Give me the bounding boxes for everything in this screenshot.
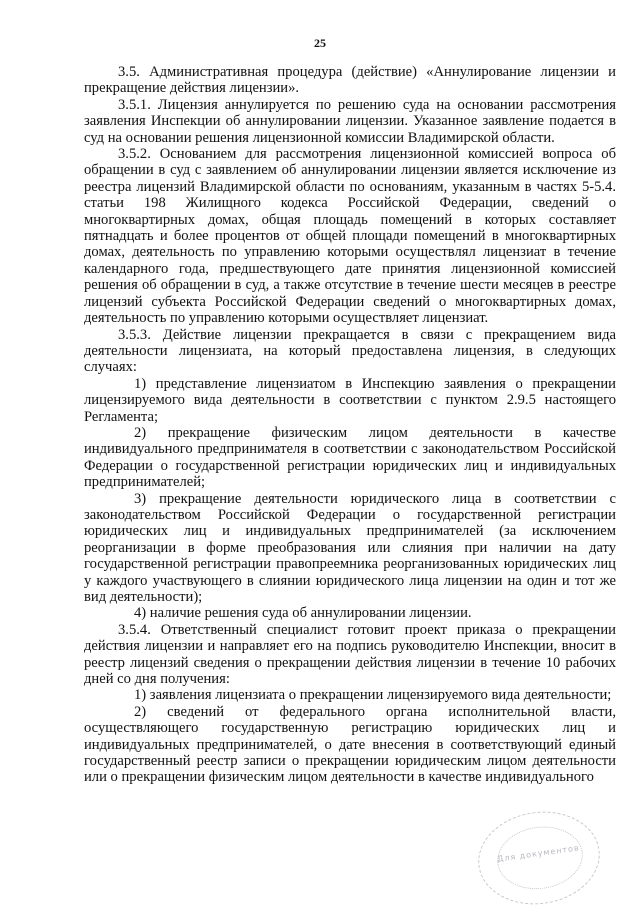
paragraph-3-5-2: 3.5.2. Основанием для рассмотрения лицензионной комиссией вопроса об обращении в суд с заявлением об аннулировании лицензии является исключение из реестра лицензий Владимирской области по основаниям, указанным в частях 5-5.4. статьи 198 Жилищного кодекса Российской Федерации, сведений о многоквартирных домах, общая площадь помещений в которых составляет пятнадцать и более процентов от общей площади помещений в многоквартирных домах, деятельность по управлению которыми осуществлял лицензиат в течение календарного года, предшествующего дате принятия лицензионной комиссией решения об обращении в суд, а также отсутствие в течение шести месяцев в реестре лицензий субъекта Российской Федерации сведений о многоквартирных домах, деятельность по управлению которыми осуществляет лицензиат.	[84, 146, 616, 327]
page-number: 25	[314, 36, 326, 50]
list-item-1: 1) представление лицензиатом в Инспекцию заявления о прекращении лицензируемого вида деятельности в соответствии с пунктом 2.9.5 настоящего Регламента;	[84, 375, 616, 425]
paragraph-3-5-1: 3.5.1. Лицензия аннулируется по решению суда на основании рассмотрения заявления Инспекции об аннулировании лицензии. Указанное заявление подается в суд на основании решения лицензионной комиссии Владимирской области.	[84, 96, 616, 146]
paragraph-3-5-3: 3.5.3. Действие лицензии прекращается в связи с прекращением вида деятельности лицензиата, на который предоставлена лицензия, в следующих случаях:	[84, 326, 616, 376]
paragraph-3-5: 3.5. Административная процедура (действие) «Аннулирование лицензии и прекращение действия лицензии».	[84, 64, 616, 97]
paragraph-3-5-4: 3.5.4. Ответственный специалист готовит проект приказа о прекращении действия лицензии и направляет его на подпись руководителю Инспекции, вносит в реестр лицензий сведения о прекращении действия лицензии в течение 10 рабочих дней со дня получения:	[84, 621, 616, 688]
stamp-text: Для документов	[496, 843, 581, 864]
document-body	[84, 64, 616, 786]
list-item-4: 4) наличие решения суда об аннулировании лицензии.	[134, 605, 472, 622]
list-item-2b: 2) сведений от федерального органа исполнительной власти, осуществляющего государственную регистрацию юридических лиц и индивидуальных предпринимателей, о дате внесения в соответствующий единый государственный реестр записи о прекращении юридическим лицом деятельности или о прекращении физическим лицом деятельности в качестве индивидуального	[84, 703, 616, 786]
stamp-seal	[472, 804, 606, 912]
list-item-2: 2) прекращение физическим лицом деятельности в качестве индивидуального предпринимателя в соответствии с законодательством Российской Федерации о государственной регистрации юридических лиц и индивидуальных предпринимателей;	[84, 424, 616, 491]
list-item-3: 3) прекращение деятельности юридического лица в соответствии с законодательством Российской Федерации о государственной регистрации юридических лиц и индивидуальных предпринимателей (за исключением реорганизации в форме преобразования или слияния при наличии на дату государственной регистрации правопреемника реорганизованных юридических лиц у каждого участвующего в слиянии юридического лица лицензии на один и тот же вид деятельности);	[84, 490, 616, 605]
list-item-1b: 1) заявления лицензиата о прекращении лицензируемого вида деятельности;	[134, 687, 612, 704]
